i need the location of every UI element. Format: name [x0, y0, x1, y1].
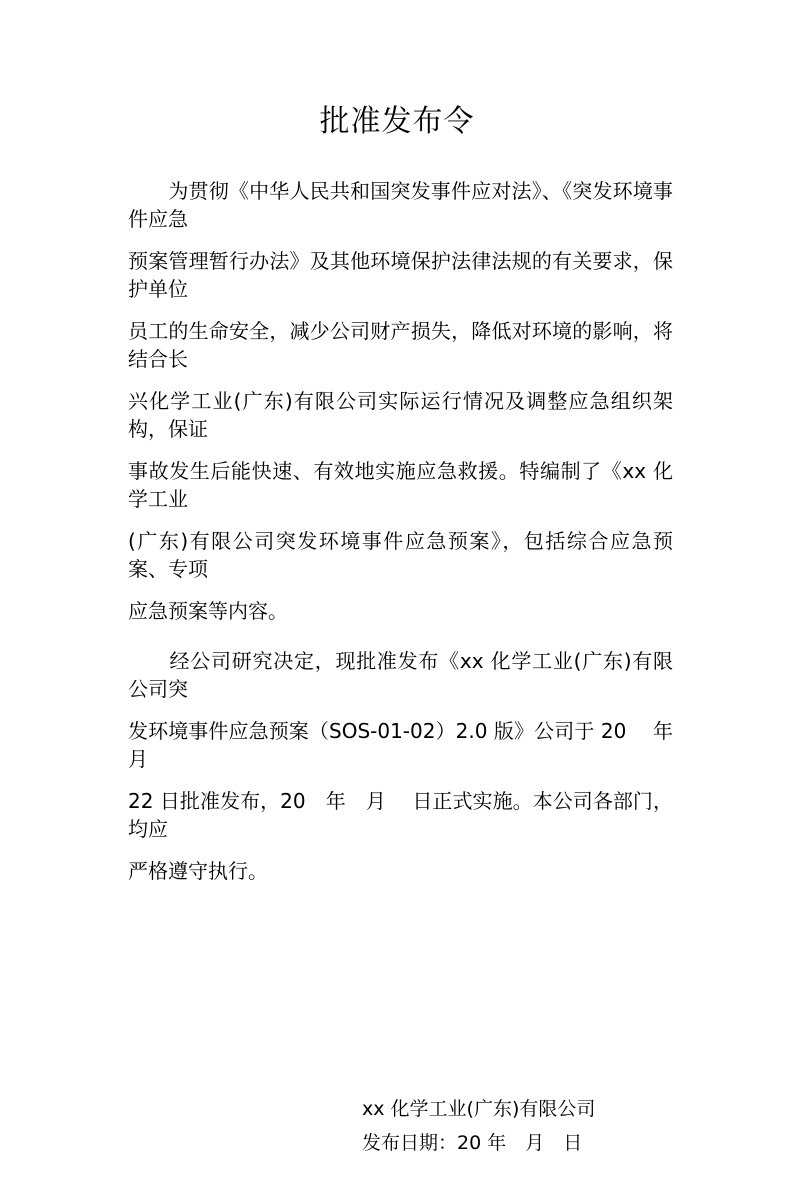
document-title: 批准发布令 [319, 104, 475, 139]
paragraph1-line: (广东)有限公司突发环境事件应急预案》，包括综合应急预案、专项 [128, 529, 673, 581]
paragraph-1 [128, 170, 673, 632]
paragraph1-line: 预案管理暂行办法》及其他环境保护法律法规的有关要求，保护单位 [128, 249, 673, 301]
paragraph-2 [128, 640, 700, 892]
document-body [128, 170, 700, 892]
signature-company: xx 化学工业(广东)有限公司 [362, 1098, 596, 1120]
paragraph1-line: 事故发生后能快速、有效地实施应急救援。特编制了《xx 化学工业 [128, 459, 673, 511]
paragraph1-line: 员工的生命安全，减少公司财产损失，降低对环境的影响，将结合长 [128, 319, 673, 371]
paragraph2-line: 经公司研究决定，现批准发布《xx 化学工业(广东)有限公司突 [128, 649, 673, 701]
signature-block [362, 1092, 794, 1160]
paragraph2-line: 22 日批准发布，20 年 月 日正式实施。本公司各部门，均应 [128, 789, 673, 841]
paragraph2-line: 严格遵守执行。 [128, 859, 268, 883]
signature-date: 发布日期：20 年 月 日 [362, 1132, 583, 1154]
paragraph1-line: 兴化学工业(广东)有限公司实际运行情况及调整应急组织架构，保证 [128, 389, 673, 441]
paragraph2-line: 发环境事件应急预案（SOS-01-02）2.0 版》公司于 20 年 月 [128, 719, 700, 771]
paragraph1-line: 为贯彻《中华人民共和国突发事件应对法》、《突发环境事件应急 [128, 179, 673, 231]
paragraph1-line: 应急预案等内容。 [128, 599, 288, 623]
